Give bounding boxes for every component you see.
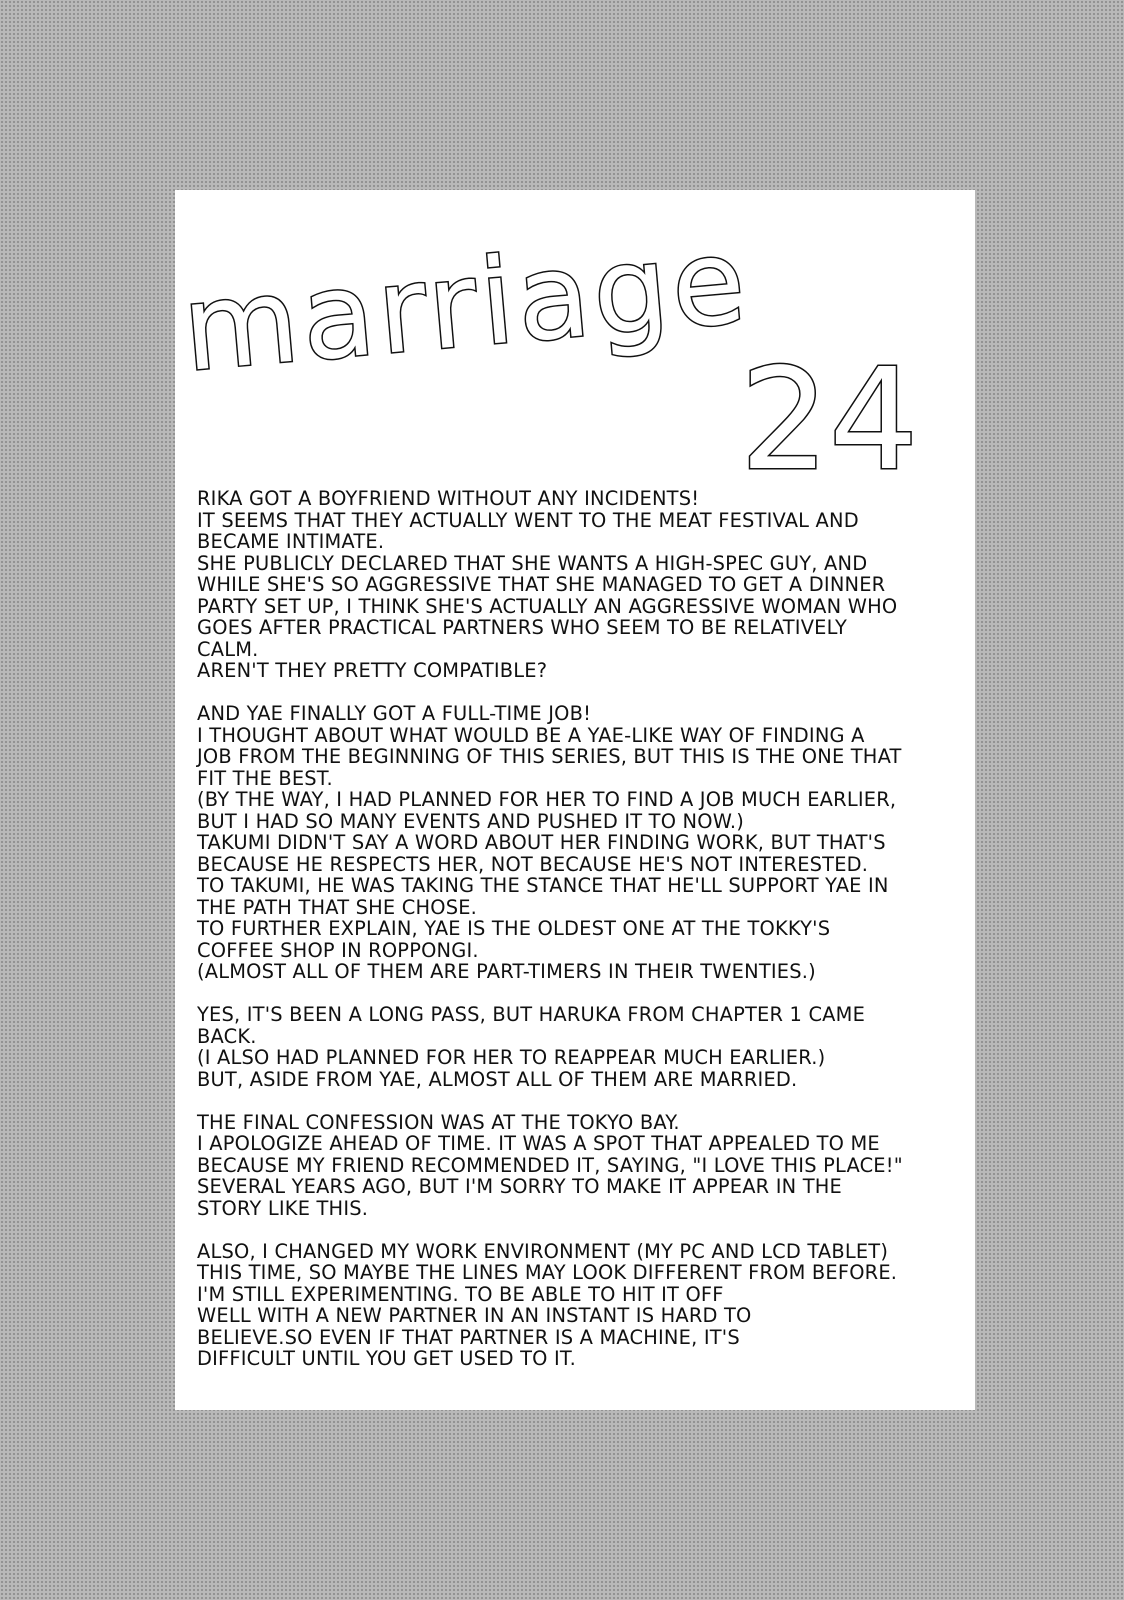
note-line: I'M STILL EXPERIMENTING. TO BE ABLE TO HIT IT OFF	[197, 1282, 724, 1306]
note-line: GOES AFTER PRACTICAL PARTNERS WHO SEEM TO BE RELATIVELY	[197, 616, 848, 639]
note-line: THE FINAL CONFESSION WAS AT THE TOKYO BAY.	[197, 1110, 680, 1134]
note-line: BECAME INTIMATE.	[197, 530, 385, 553]
note-line: BUT I HAD SO MANY EVENTS AND PUSHED IT TO NOW.)	[197, 809, 744, 833]
author-notes	[197, 488, 967, 1370]
note-line: DIFFICULT UNTIL YOU GET USED TO IT.	[197, 1347, 577, 1370]
paragraph-gap	[197, 1219, 967, 1241]
note-line: WELL WITH A NEW PARTNER IN AN INSTANT IS HARD TO	[197, 1304, 752, 1327]
title-word: marriage	[177, 211, 755, 398]
note-line: JOB FROM THE BEGINNING OF THIS SERIES, BUT THIS IS THE ONE THAT	[197, 745, 902, 768]
note-line: IT SEEMS THAT THEY ACTUALLY WENT TO THE MEAT FESTIVAL AND	[197, 508, 859, 532]
note-line: BECAUSE HE RESPECTS HER, NOT BECAUSE HE'S NOT INTERESTED.	[197, 852, 869, 876]
note-line: THIS TIME, SO MAYBE THE LINES MAY LOOK DIFFERENT FROM BEFORE.	[197, 1261, 898, 1284]
note-line: SEVERAL YEARS AGO, BUT I'M SORRY TO MAKE IT APPEAR IN THE	[197, 1175, 842, 1198]
note-line: (BY THE WAY, I HAD PLANNED FOR HER TO FIND A JOB MUCH EARLIER,	[197, 788, 897, 811]
note-line: SHE PUBLICLY DECLARED THAT SHE WANTS A HIGH-SPEC GUY, AND	[197, 551, 868, 575]
note-line: BUT, ASIDE FROM YAE, ALMOST ALL OF THEM ARE MARRIED.	[197, 1067, 798, 1091]
note-line: (ALMOST ALL OF THEM ARE PART-TIMERS IN THEIR TWENTIES.)	[197, 960, 816, 983]
chapter-number: 24	[740, 339, 919, 502]
note-line: YES, IT'S BEEN A LONG PASS, BUT HARUKA FROM CHAPTER 1 CAME	[197, 1003, 866, 1026]
paragraph-gap	[197, 1090, 967, 1112]
note-line: TAKUMI DIDN'T SAY A WORD ABOUT HER FINDING WORK, BUT THAT'S	[197, 831, 886, 854]
note-line: THE PATH THAT SHE CHOSE.	[197, 895, 478, 919]
note-line: (I ALSO HAD PLANNED FOR HER TO REAPPEAR MUCH EARLIER.)	[197, 1046, 826, 1069]
note-line: TO TAKUMI, HE WAS TAKING THE STANCE THAT HE'LL SUPPORT YAE IN	[197, 874, 889, 897]
page-panel	[175, 190, 975, 1410]
note-line: FIT THE BEST.	[197, 766, 333, 790]
note-line: CALM.	[197, 637, 259, 661]
note-line: RIKA GOT A BOYFRIEND WITHOUT ANY INCIDENTS!	[197, 487, 700, 510]
note-line: BECAUSE MY FRIEND RECOMMENDED IT, SAYING, "I LOVE THIS PLACE!"	[197, 1153, 903, 1177]
note-line: AREN'T THEY PRETTY COMPATIBLE?	[197, 659, 548, 682]
note-line: WHILE SHE'S SO AGGRESSIVE THAT SHE MANAGED TO GET A DINNER	[197, 573, 886, 596]
note-line: I APOLOGIZE AHEAD OF TIME. IT WAS A SPOT THAT APPEALED TO ME	[197, 1132, 880, 1155]
note-line: AND YAE FINALLY GOT A FULL-TIME JOB!	[197, 702, 592, 725]
note-line: PARTY SET UP, I THINK SHE'S ACTUALLY AN AGGRESSIVE WOMAN WHO	[197, 594, 898, 618]
note-line: BACK.	[197, 1024, 257, 1048]
note-line: I THOUGHT ABOUT WHAT WOULD BE A YAE-LIKE WAY OF FINDING A	[197, 723, 865, 747]
note-line: ALSO, I CHANGED MY WORK ENVIRONMENT (MY PC AND LCD TABLET)	[197, 1239, 889, 1263]
note-line: COFFEE SHOP IN ROPPONGI.	[197, 938, 479, 962]
paragraph-gap	[197, 682, 967, 704]
paragraph-gap	[197, 983, 967, 1005]
note-line: TO FURTHER EXPLAIN, YAE IS THE OLDEST ONE AT THE TOKKY'S	[197, 917, 831, 940]
note-line: STORY LIKE THIS.	[197, 1196, 369, 1220]
note-line: BELIEVE.SO EVEN IF THAT PARTNER IS A MACHINE, IT'S	[197, 1325, 740, 1349]
